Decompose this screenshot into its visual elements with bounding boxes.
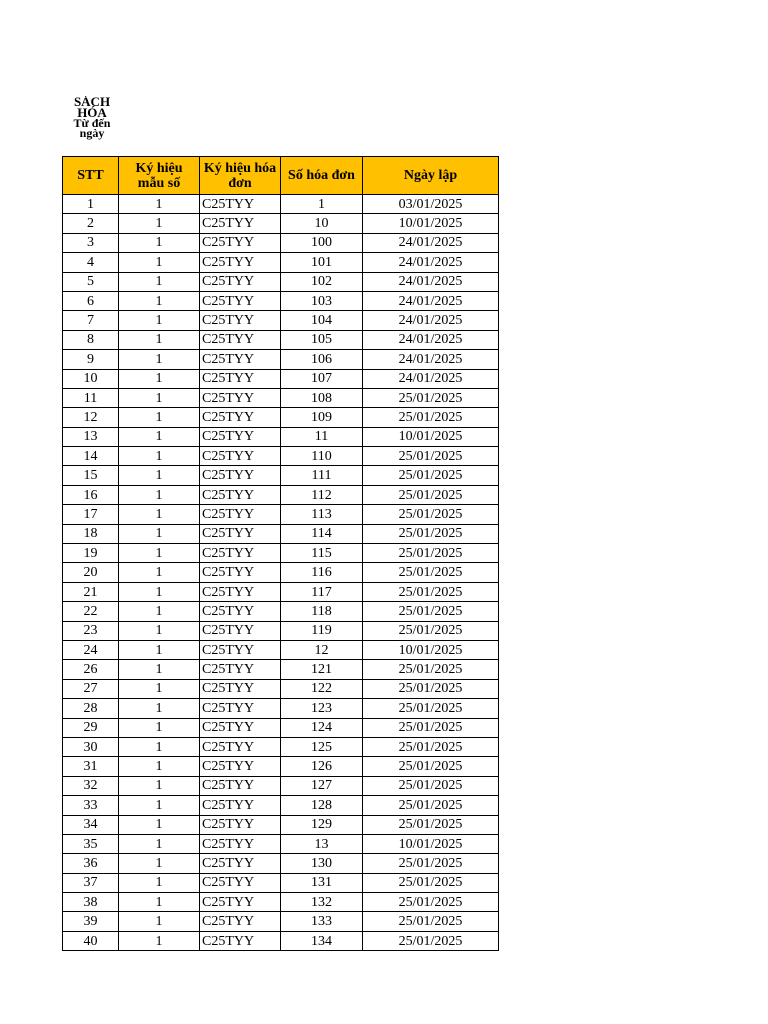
header-invoice-symbol: Ký hiệu hóa đơn	[200, 157, 281, 195]
cell-invoice-symbol: C25TYY	[200, 660, 281, 679]
cell-invoice-symbol: C25TYY	[200, 408, 281, 427]
cell-stt: 34	[63, 815, 119, 834]
table-row	[63, 195, 499, 214]
cell-form-symbol: 1	[119, 253, 200, 272]
cell-stt: 23	[63, 621, 119, 640]
cell-form-symbol: 1	[119, 350, 200, 369]
table-row	[63, 350, 499, 369]
cell-form-symbol: 1	[119, 311, 200, 330]
cell-invoice-number: 106	[281, 350, 363, 369]
table-row	[63, 660, 499, 679]
cell-form-symbol: 1	[119, 427, 200, 446]
cell-invoice-number: 116	[281, 563, 363, 582]
cell-invoice-number: 13	[281, 834, 363, 853]
cell-invoice-number: 110	[281, 447, 363, 466]
cell-form-symbol: 1	[119, 834, 200, 853]
cell-stt: 26	[63, 660, 119, 679]
cell-invoice-number: 114	[281, 524, 363, 543]
cell-invoice-number: 12	[281, 640, 363, 659]
cell-form-symbol: 1	[119, 776, 200, 795]
cell-form-symbol: 1	[119, 388, 200, 407]
cell-stt: 6	[63, 291, 119, 310]
cell-stt: 28	[63, 699, 119, 718]
cell-invoice-symbol: C25TYY	[200, 796, 281, 815]
cell-stt: 38	[63, 893, 119, 912]
cell-invoice-symbol: C25TYY	[200, 524, 281, 543]
cell-invoice-number: 115	[281, 544, 363, 563]
table-row	[63, 544, 499, 563]
cell-invoice-symbol: C25TYY	[200, 679, 281, 698]
table-row	[63, 388, 499, 407]
cell-invoice-symbol: C25TYY	[200, 311, 281, 330]
cell-invoice-number: 111	[281, 466, 363, 485]
table-row	[63, 718, 499, 737]
cell-stt: 3	[63, 233, 119, 252]
cell-form-symbol: 1	[119, 214, 200, 233]
cell-stt: 4	[63, 253, 119, 272]
cell-issue-date: 25/01/2025	[363, 796, 499, 815]
table-row	[63, 447, 499, 466]
cell-form-symbol: 1	[119, 233, 200, 252]
cell-stt: 39	[63, 912, 119, 931]
cell-stt: 22	[63, 602, 119, 621]
cell-stt: 10	[63, 369, 119, 388]
cell-issue-date: 25/01/2025	[363, 544, 499, 563]
cell-issue-date: 24/01/2025	[363, 369, 499, 388]
cell-invoice-symbol: C25TYY	[200, 621, 281, 640]
cell-issue-date: 25/01/2025	[363, 737, 499, 756]
cell-form-symbol: 1	[119, 757, 200, 776]
cell-invoice-symbol: C25TYY	[200, 233, 281, 252]
header-issue-date: Ngày lập	[363, 157, 499, 195]
cell-issue-date: 25/01/2025	[363, 718, 499, 737]
header-stt: STT	[63, 157, 119, 195]
cell-form-symbol: 1	[119, 931, 200, 950]
cell-issue-date: 25/01/2025	[363, 912, 499, 931]
cell-invoice-number: 126	[281, 757, 363, 776]
cell-invoice-number: 109	[281, 408, 363, 427]
table-row	[63, 737, 499, 756]
table-row	[63, 873, 499, 892]
cell-invoice-symbol: C25TYY	[200, 369, 281, 388]
cell-invoice-number: 134	[281, 931, 363, 950]
table-row	[63, 291, 499, 310]
cell-form-symbol: 1	[119, 796, 200, 815]
cell-stt: 21	[63, 582, 119, 601]
cell-invoice-symbol: C25TYY	[200, 757, 281, 776]
cell-form-symbol: 1	[119, 602, 200, 621]
cell-invoice-number: 127	[281, 776, 363, 795]
cell-invoice-number: 130	[281, 854, 363, 873]
cell-invoice-symbol: C25TYY	[200, 931, 281, 950]
cell-invoice-number: 112	[281, 485, 363, 504]
cell-issue-date: 25/01/2025	[363, 505, 499, 524]
cell-invoice-symbol: C25TYY	[200, 640, 281, 659]
cell-invoice-number: 133	[281, 912, 363, 931]
cell-issue-date: 25/01/2025	[363, 602, 499, 621]
cell-invoice-symbol: C25TYY	[200, 582, 281, 601]
cell-stt: 5	[63, 272, 119, 291]
cell-form-symbol: 1	[119, 640, 200, 659]
table-row	[63, 214, 499, 233]
cell-stt: 14	[63, 447, 119, 466]
cell-issue-date: 25/01/2025	[363, 699, 499, 718]
cell-invoice-symbol: C25TYY	[200, 505, 281, 524]
cell-issue-date: 24/01/2025	[363, 350, 499, 369]
cell-issue-date: 24/01/2025	[363, 291, 499, 310]
cell-issue-date: 25/01/2025	[363, 776, 499, 795]
cell-issue-date: 24/01/2025	[363, 330, 499, 349]
cell-invoice-symbol: C25TYY	[200, 291, 281, 310]
cell-invoice-symbol: C25TYY	[200, 873, 281, 892]
cell-form-symbol: 1	[119, 291, 200, 310]
cell-invoice-symbol: C25TYY	[200, 447, 281, 466]
cell-form-symbol: 1	[119, 854, 200, 873]
cell-invoice-number: 121	[281, 660, 363, 679]
cell-invoice-symbol: C25TYY	[200, 602, 281, 621]
header-row	[63, 157, 499, 195]
cell-stt: 35	[63, 834, 119, 853]
cell-invoice-symbol: C25TYY	[200, 272, 281, 291]
cell-invoice-number: 103	[281, 291, 363, 310]
report-title-line-2: HÓA	[77, 105, 107, 120]
table-row	[63, 815, 499, 834]
table-row	[63, 505, 499, 524]
cell-stt: 17	[63, 505, 119, 524]
table-row	[63, 311, 499, 330]
cell-invoice-symbol: C25TYY	[200, 834, 281, 853]
table-row	[63, 233, 499, 252]
cell-stt: 37	[63, 873, 119, 892]
cell-invoice-symbol: C25TYY	[200, 214, 281, 233]
cell-invoice-symbol: C25TYY	[200, 544, 281, 563]
cell-invoice-symbol: C25TYY	[200, 388, 281, 407]
table-row	[63, 893, 499, 912]
cell-issue-date: 25/01/2025	[363, 447, 499, 466]
cell-invoice-number: 108	[281, 388, 363, 407]
cell-issue-date: 25/01/2025	[363, 854, 499, 873]
cell-invoice-symbol: C25TYY	[200, 195, 281, 214]
cell-stt: 18	[63, 524, 119, 543]
cell-stt: 16	[63, 485, 119, 504]
cell-form-symbol: 1	[119, 660, 200, 679]
cell-issue-date: 10/01/2025	[363, 834, 499, 853]
cell-invoice-number: 101	[281, 253, 363, 272]
table-row	[63, 834, 499, 853]
table-row	[63, 679, 499, 698]
cell-stt: 2	[63, 214, 119, 233]
cell-stt: 31	[63, 757, 119, 776]
cell-stt: 32	[63, 776, 119, 795]
table-row	[63, 427, 499, 446]
cell-issue-date: 10/01/2025	[363, 427, 499, 446]
cell-invoice-number: 122	[281, 679, 363, 698]
cell-invoice-symbol: C25TYY	[200, 776, 281, 795]
table-row	[63, 408, 499, 427]
table-body	[63, 195, 499, 951]
cell-stt: 40	[63, 931, 119, 950]
table-row	[63, 699, 499, 718]
table-row	[63, 640, 499, 659]
cell-issue-date: 25/01/2025	[363, 931, 499, 950]
cell-form-symbol: 1	[119, 544, 200, 563]
header-invoice-number: Số hóa đơn	[281, 157, 363, 195]
cell-issue-date: 25/01/2025	[363, 466, 499, 485]
cell-invoice-symbol: C25TYY	[200, 815, 281, 834]
cell-issue-date: 24/01/2025	[363, 233, 499, 252]
date-range-label-2: ngày	[79, 126, 105, 140]
cell-invoice-symbol: C25TYY	[200, 854, 281, 873]
table-row	[63, 253, 499, 272]
cell-form-symbol: 1	[119, 582, 200, 601]
cell-invoice-number: 128	[281, 796, 363, 815]
cell-issue-date: 25/01/2025	[363, 408, 499, 427]
cell-invoice-symbol: C25TYY	[200, 350, 281, 369]
cell-form-symbol: 1	[119, 272, 200, 291]
table-row	[63, 466, 499, 485]
cell-invoice-number: 117	[281, 582, 363, 601]
cell-form-symbol: 1	[119, 737, 200, 756]
cell-invoice-symbol: C25TYY	[200, 893, 281, 912]
cell-form-symbol: 1	[119, 447, 200, 466]
cell-stt: 7	[63, 311, 119, 330]
cell-issue-date: 25/01/2025	[363, 679, 499, 698]
table-row	[63, 796, 499, 815]
table-row	[63, 931, 499, 950]
cell-form-symbol: 1	[119, 893, 200, 912]
cell-issue-date: 10/01/2025	[363, 640, 499, 659]
table-row	[63, 485, 499, 504]
table-row	[63, 602, 499, 621]
cell-invoice-number: 132	[281, 893, 363, 912]
cell-stt: 12	[63, 408, 119, 427]
cell-issue-date: 25/01/2025	[363, 563, 499, 582]
cell-form-symbol: 1	[119, 679, 200, 698]
table-row	[63, 563, 499, 582]
cell-invoice-symbol: C25TYY	[200, 253, 281, 272]
cell-stt: 19	[63, 544, 119, 563]
cell-invoice-symbol: C25TYY	[200, 485, 281, 504]
table-row	[63, 776, 499, 795]
cell-stt: 36	[63, 854, 119, 873]
cell-invoice-number: 102	[281, 272, 363, 291]
cell-stt: 33	[63, 796, 119, 815]
cell-stt: 11	[63, 388, 119, 407]
table-row	[63, 912, 499, 931]
cell-invoice-number: 1	[281, 195, 363, 214]
cell-issue-date: 24/01/2025	[363, 311, 499, 330]
cell-form-symbol: 1	[119, 524, 200, 543]
cell-stt: 20	[63, 563, 119, 582]
table-row	[63, 369, 499, 388]
cell-issue-date: 24/01/2025	[363, 272, 499, 291]
cell-form-symbol: 1	[119, 815, 200, 834]
cell-issue-date: 25/01/2025	[363, 757, 499, 776]
cell-form-symbol: 1	[119, 621, 200, 640]
cell-stt: 29	[63, 718, 119, 737]
table-row	[63, 757, 499, 776]
cell-issue-date: 25/01/2025	[363, 388, 499, 407]
cell-issue-date: 25/01/2025	[363, 660, 499, 679]
table-row	[63, 582, 499, 601]
cell-invoice-number: 104	[281, 311, 363, 330]
cell-issue-date: 03/01/2025	[363, 195, 499, 214]
invoice-table	[62, 156, 499, 951]
cell-issue-date: 25/01/2025	[363, 582, 499, 601]
cell-stt: 13	[63, 427, 119, 446]
cell-form-symbol: 1	[119, 369, 200, 388]
cell-form-symbol: 1	[119, 485, 200, 504]
cell-invoice-number: 11	[281, 427, 363, 446]
cell-form-symbol: 1	[119, 330, 200, 349]
cell-invoice-symbol: C25TYY	[200, 912, 281, 931]
cell-invoice-number: 125	[281, 737, 363, 756]
cell-stt: 24	[63, 640, 119, 659]
cell-issue-date: 25/01/2025	[363, 815, 499, 834]
cell-invoice-number: 129	[281, 815, 363, 834]
cell-issue-date: 25/01/2025	[363, 893, 499, 912]
cell-invoice-number: 124	[281, 718, 363, 737]
cell-issue-date: 24/01/2025	[363, 253, 499, 272]
cell-stt: 15	[63, 466, 119, 485]
table-row	[63, 272, 499, 291]
cell-form-symbol: 1	[119, 699, 200, 718]
cell-invoice-number: 113	[281, 505, 363, 524]
cell-invoice-number: 100	[281, 233, 363, 252]
report-title	[70, 96, 114, 142]
cell-invoice-number: 107	[281, 369, 363, 388]
cell-form-symbol: 1	[119, 718, 200, 737]
cell-invoice-symbol: C25TYY	[200, 699, 281, 718]
cell-invoice-symbol: C25TYY	[200, 737, 281, 756]
cell-invoice-symbol: C25TYY	[200, 466, 281, 485]
cell-form-symbol: 1	[119, 408, 200, 427]
cell-invoice-symbol: C25TYY	[200, 427, 281, 446]
cell-invoice-number: 123	[281, 699, 363, 718]
cell-invoice-symbol: C25TYY	[200, 330, 281, 349]
cell-form-symbol: 1	[119, 873, 200, 892]
cell-issue-date: 25/01/2025	[363, 524, 499, 543]
header-form-symbol: Ký hiệu mẫu số	[119, 157, 200, 195]
table-row	[63, 524, 499, 543]
cell-form-symbol: 1	[119, 195, 200, 214]
cell-form-symbol: 1	[119, 466, 200, 485]
cell-invoice-number: 10	[281, 214, 363, 233]
cell-issue-date: 10/01/2025	[363, 214, 499, 233]
cell-form-symbol: 1	[119, 563, 200, 582]
cell-invoice-symbol: C25TYY	[200, 563, 281, 582]
report-title-line-1: SÁCH	[73, 96, 111, 109]
table-row	[63, 854, 499, 873]
cell-invoice-number: 118	[281, 602, 363, 621]
cell-stt: 30	[63, 737, 119, 756]
table-row	[63, 330, 499, 349]
cell-stt: 8	[63, 330, 119, 349]
cell-stt: 27	[63, 679, 119, 698]
cell-form-symbol: 1	[119, 912, 200, 931]
cell-stt: 9	[63, 350, 119, 369]
cell-stt: 1	[63, 195, 119, 214]
cell-form-symbol: 1	[119, 505, 200, 524]
cell-invoice-number: 105	[281, 330, 363, 349]
date-range-label: Từ đến	[73, 116, 111, 130]
cell-invoice-number: 119	[281, 621, 363, 640]
cell-invoice-number: 131	[281, 873, 363, 892]
cell-issue-date: 25/01/2025	[363, 621, 499, 640]
cell-issue-date: 25/01/2025	[363, 485, 499, 504]
table-row	[63, 621, 499, 640]
cell-issue-date: 25/01/2025	[363, 873, 499, 892]
cell-invoice-symbol: C25TYY	[200, 718, 281, 737]
